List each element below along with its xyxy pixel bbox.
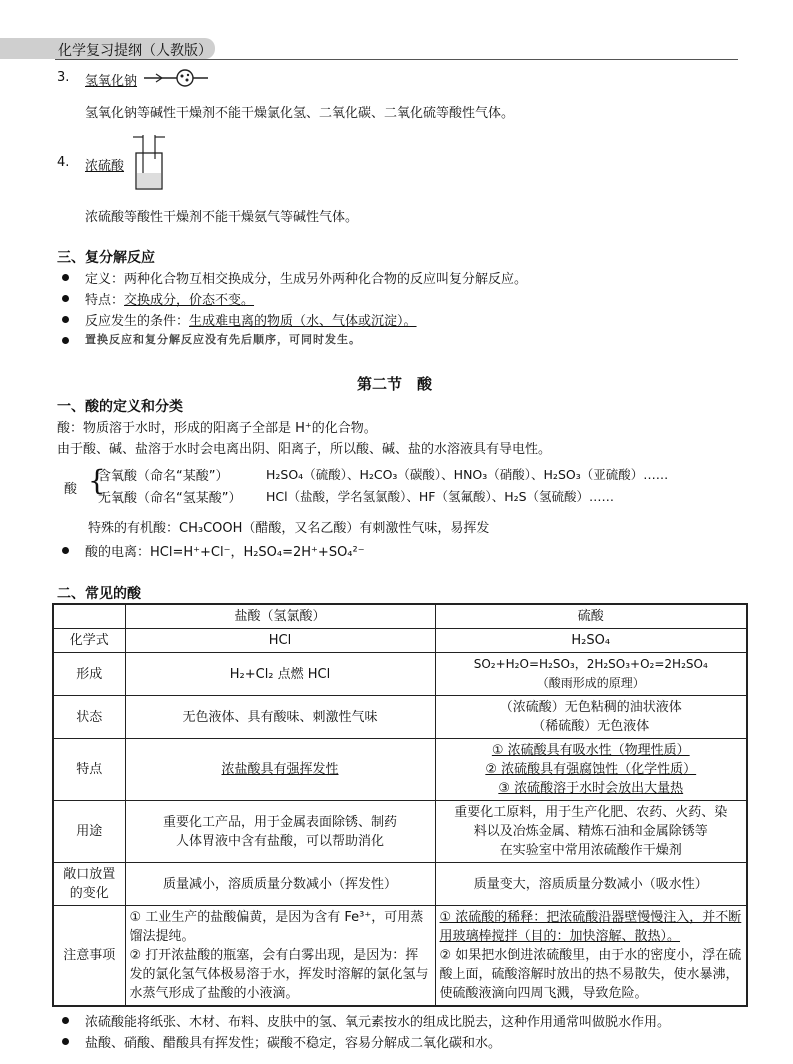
after-table-line: 盐酸、硝酸、醋酸具有挥发性；碳酸不稳定，容易分解成二氧化碳和水。 <box>85 1036 502 1051</box>
oxyacid-label: 含氧酸（命名“某酸”） <box>98 469 229 484</box>
reaction-equation: H₂+Cl₂ 点燃 HCl <box>229 666 331 682</box>
dryer-number: 3. <box>57 70 70 85</box>
row-label: 注意事项 <box>53 906 125 1007</box>
table-row <box>53 629 747 653</box>
h2so4-cell <box>435 906 747 1007</box>
row-label: 形成 <box>53 653 125 696</box>
item-text: 交换成分，价态不变。 <box>124 293 255 308</box>
nonoxyacid-examples: HCl（盐酸，学名氢氯酸）、HF（氢氟酸）、H₂S（氢硫酸）…… <box>266 489 615 504</box>
cell-line: 重要化工产品，用于金属表面除锈、制药 <box>162 814 397 830</box>
cell-line: ① 浓硫酸的稀释：把浓硫酸沿器壁慢慢注入，并不断用玻璃棒搅拌（目的：加快溶解、散热）。 <box>439 910 742 944</box>
table-row <box>53 739 747 801</box>
hcl-cell: HCl <box>125 629 435 653</box>
row-label: 化学式 <box>53 629 125 653</box>
bullet-icon <box>62 1017 69 1024</box>
dryer-name: 浓硫酸 <box>85 159 125 174</box>
nonoxyacid-label: 无氧酸（命名“氢某酸”） <box>98 491 242 506</box>
drying-tube-icon <box>142 68 212 88</box>
cell-line: 浓盐酸具有强挥发性 <box>221 762 339 777</box>
table-header-cell <box>53 604 125 629</box>
ionization-line: 酸的电离：HCl=H⁺+Cl⁻，H₂SO₄=2H⁺+SO₄²⁻ <box>85 545 365 560</box>
row-label: 用途 <box>53 801 125 863</box>
table-row <box>53 653 747 696</box>
table-row <box>53 863 747 906</box>
bullet-icon <box>62 337 69 344</box>
gas-washing-bottle-icon <box>131 133 167 193</box>
hcl-cell <box>125 906 435 1007</box>
header-rule <box>55 59 738 60</box>
dryer-number: 4. <box>57 155 70 170</box>
cell-line: 人体胃液中含有盐酸，可以帮助消化 <box>175 833 384 849</box>
dryer-description: 浓硫酸等酸性干燥剂不能干燥氨气等碱性气体。 <box>85 210 359 225</box>
cell-line: ① 浓硫酸具有吸水性（物理性质） <box>491 743 690 758</box>
row-label: 特点 <box>53 739 125 801</box>
definition-line: 由于酸、碱、盐溶于水时会电离出阴、阳离子，所以酸、碱、盐的水溶液具有导电性。 <box>57 442 552 457</box>
h2so4-cell <box>435 653 747 696</box>
section-title: 二、常见的酸 <box>57 586 141 602</box>
note-text: 置换反应和复分解反应没有先后顺序，可同时发生。 <box>85 333 361 346</box>
cell-line: （浓硫酸）无色粘稠的油状液体 <box>499 700 682 715</box>
table-row <box>53 696 747 739</box>
cell-line: ① 工业生产的盐酸偏黄，是因为含有 Fe³⁺，可用蒸馏法提纯。 <box>129 910 424 944</box>
dryer-name: 氢氧化钠 <box>85 74 138 89</box>
hcl-cell <box>125 801 435 863</box>
hcl-cell: 无色液体、具有酸味、刺激性气味 <box>125 696 435 739</box>
hcl-cell <box>125 653 435 696</box>
cell-line: ② 如果把水倒进浓硫酸里，由于水的密度小，浮在硫酸上面，硫酸溶解时放出的热不易散失，使水暴沸，使硫酸液滴向四周飞溅，导致危险。 <box>439 948 742 1001</box>
cell-line: ② 打开浓盐酸的瓶塞，会有白雾出现，是因为：挥发的氯化氢气体极易溶于水，挥发时溶解的氯化氢与水蒸气形成了盐酸的小液滴。 <box>129 948 429 1001</box>
bullet-icon <box>62 1038 69 1045</box>
cell-line: SO₂+H₂O=H₂SO₃，2H₂SO₃+O₂=2H₂SO₄ <box>473 657 708 671</box>
table-header-cell: 盐酸（氢氯酸） <box>125 604 435 629</box>
cell-line: 重要化工原料，用于生产化肥、农药、火药、染 <box>454 805 728 820</box>
item-text: 生成难电离的物质（水、气体或沉淀）。 <box>189 314 417 329</box>
bullet-icon <box>62 274 69 281</box>
bullet-icon <box>62 295 69 302</box>
cell-line: 料以及冶炼金属、精炼石油和金属除锈等 <box>473 824 708 839</box>
acids-table <box>52 603 748 1007</box>
table-header-cell: 硫酸 <box>435 604 747 629</box>
row-label: 敞口放置的变化 <box>53 863 125 906</box>
h2so4-cell <box>435 801 747 863</box>
acid-label: 酸 <box>64 482 78 497</box>
row-label: 状态 <box>53 696 125 739</box>
h2so4-cell: H₂SO₄ <box>435 629 747 653</box>
cell-line: ③ 浓硫酸溶于水时会放出大量热 <box>498 781 684 796</box>
table-header-row <box>53 604 747 629</box>
table-row <box>53 801 747 863</box>
hcl-cell: 质量减小，溶质质量分数减小（挥发性） <box>125 863 435 906</box>
item-label: 反应发生的条件： <box>85 314 190 329</box>
after-table-line: 浓硫酸能将纸张、木材、布料、皮肤中的氢、氧元素按水的组成比脱去，这种作用通常叫做脱水作用。 <box>85 1015 671 1030</box>
section-title: 一、酸的定义和分类 <box>57 399 183 415</box>
table-row <box>53 906 747 1007</box>
h2so4-cell <box>435 739 747 801</box>
brace-icon: { <box>88 464 106 497</box>
header-title: 化学复习提纲（人教版） <box>58 43 212 59</box>
cell-line: （酸雨形成的原理） <box>536 676 645 690</box>
section-title: 三、复分解反应 <box>57 250 155 266</box>
cell-line: ② 浓硫酸具有强腐蚀性（化学性质） <box>485 762 697 777</box>
h2so4-cell: 质量变大，溶质质量分数减小（吸水性） <box>435 863 747 906</box>
item-label: 定义： <box>85 272 125 287</box>
dryer-description: 氢氧化钠等碱性干燥剂不能干燥氯化氢、二氧化碳、二氧化硫等酸性气体。 <box>85 106 515 121</box>
cell-line: （稀硫酸）无色液体 <box>532 719 650 734</box>
item-label: 特点： <box>85 293 125 308</box>
organic-acid-line: 特殊的有机酸：CH₃COOH（醋酸，又名乙酸）有刺激性气味，易挥发 <box>88 521 490 536</box>
oxyacid-examples: H₂SO₄（硫酸）、H₂CO₃（碳酸）、HNO₃（硝酸）、H₂SO₃（亚硫酸）…… <box>266 467 669 482</box>
bullet-icon <box>62 316 69 323</box>
chapter-title: 第二节 酸 <box>357 375 433 393</box>
hcl-cell <box>125 739 435 801</box>
h2so4-cell <box>435 696 747 739</box>
cell-line: 在实验室中常用浓硫酸作干燥剂 <box>499 843 682 858</box>
definition-line: 酸：物质溶于水时，形成的阳离子全部是 H⁺的化合物。 <box>57 421 377 436</box>
bullet-icon <box>62 547 69 554</box>
item-text: 两种化合物互相交换成分，生成另外两种化合物的反应叫复分解反应。 <box>124 272 528 287</box>
